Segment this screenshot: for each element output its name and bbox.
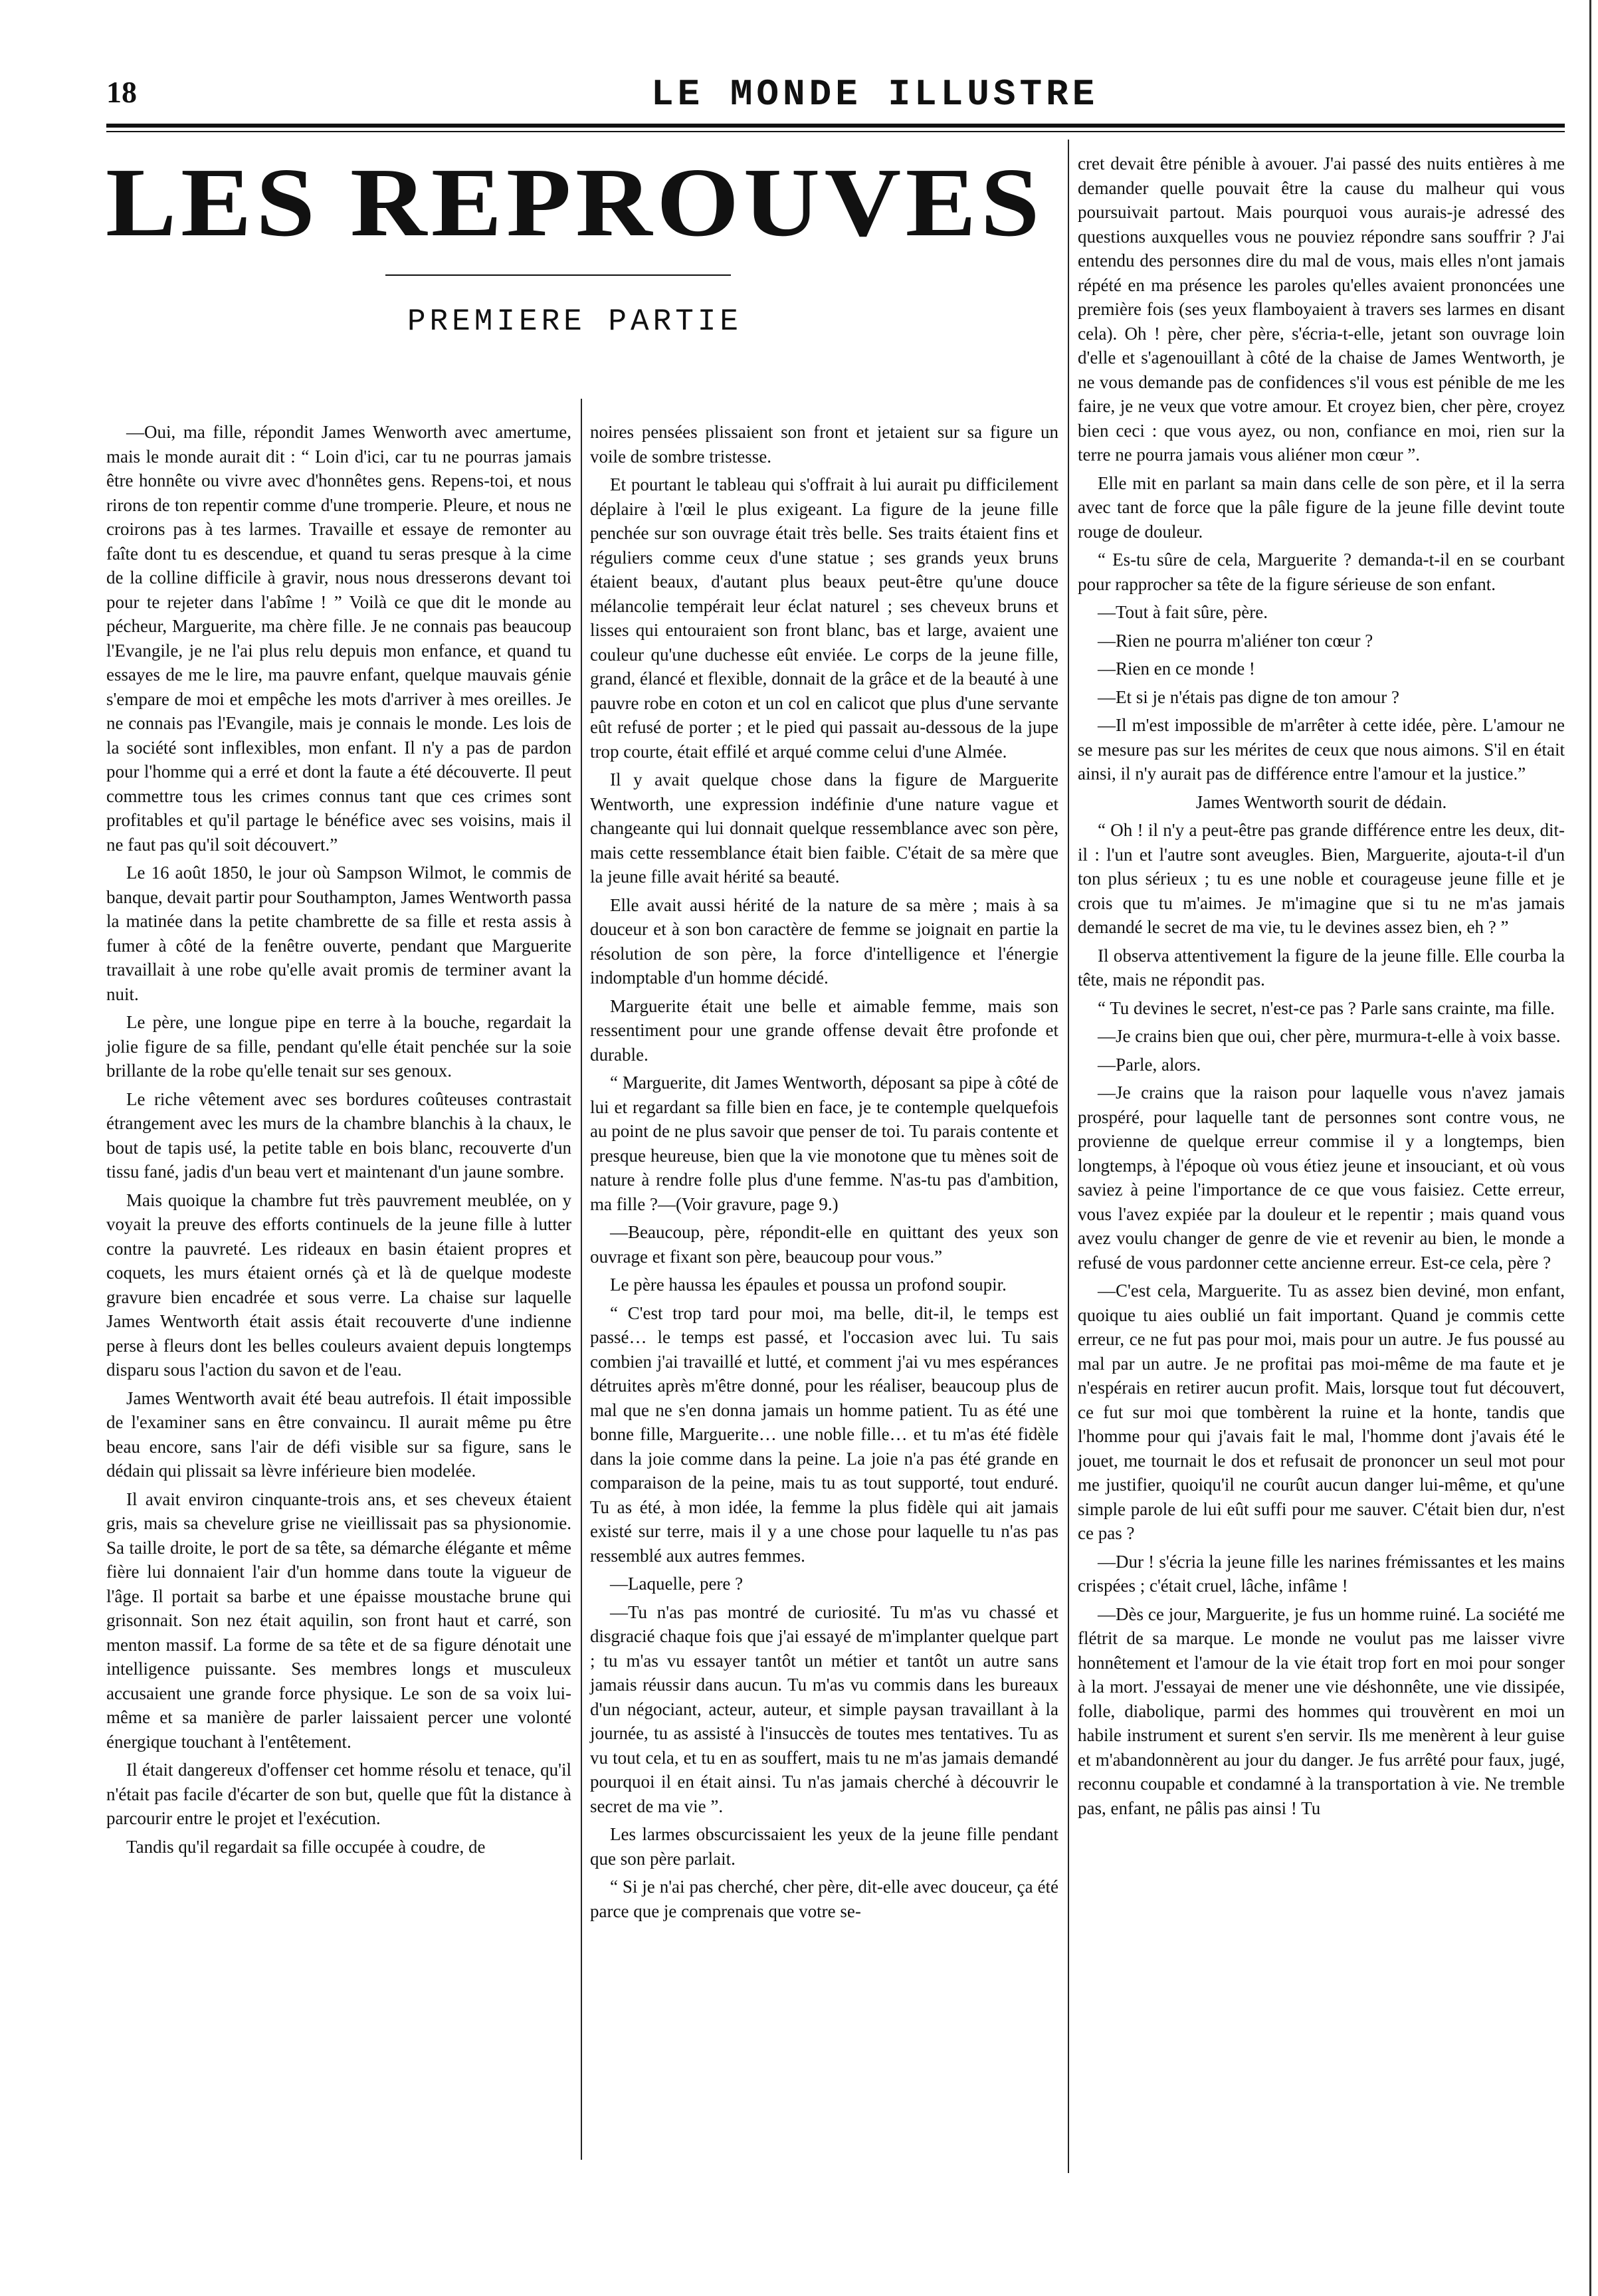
paragraph: Elle avait aussi hérité de la nature de sa mère ; mais à sa douceur et à son bon caractère de femme se joignait en partie la résolution de son père, la force d'intelligence et l'énergie indomptable d'un homme décidé. bbox=[590, 894, 1058, 988]
paragraph: Et pourtant le tableau qui s'offrait à lui aurait pu difficilement déplaire à l'œil le plus exigeant. La figure de la jeune fille penchée sur son ouvrage était très belle. Ses traits étaient fins et réguliers comme ceux d'une statue ; ses grands yeux bruns étaient beaux, d'autant plus beaux peut-être qu'une douce mélancolie tempérait leur éclat naturel ; ses cheveux bruns et lisses qui entouraient son front blanc, bas et large, avaient une couleur qu'une duchesse eût enviée. Le corps de la jeune fille, grand, élancé et flexible, donnait de la grâce et de la beauté à une pauvre robe en coton et un col en calicot que plus d'une servante eût refusé de porter ; et le pied qui passait au-dessous de la jupe trop courte, était effilé et arqué comme celui d'une Almée. bbox=[590, 474, 1058, 762]
paragraph: —Dur ! s'écria la jeune fille les narines frémissantes et les mains crispées ; c'était cruel, lâche, infâme ! bbox=[1078, 1551, 1565, 1596]
paragraph: —Il m'est impossible de m'arrêter à cette idée, père. L'amour ne se mesure pas sur les mérites de ceux que nous aimons. S'il en était ainsi, il n'y aurait pas de différence entre l'amour et la justice.” bbox=[1078, 715, 1565, 783]
paragraph: —Je crains que la raison pour laquelle vous n'avez jamais prospéré, pour laquelle tant de personnes sont contre vous, ne provienne de quelque erreur commise il y a longtemps, bien longtemps, à l'époque où vous étiez jeune et insouciant, et où vous saviez à peine l'importance de ce que vous faisiez. Cette erreur, vous l'avez expiée par la douleur et le repentir ; mais quand vous avez voulu changer de genre de vie et revenir au bien, le monde a refusé de vous pardonner cette ancienne erreur. Est-ce cela, père ? bbox=[1078, 1083, 1565, 1273]
header-rule-thin bbox=[106, 131, 1565, 132]
paragraph: Marguerite était une belle et aimable femme, mais son ressentiment pour une grande offense devait être profonde et durable. bbox=[590, 995, 1058, 1065]
paragraph: Il avait environ cinquante-trois ans, et ses cheveux étaient gris, mais sa chevelure grise ne vieillissait pas sa physionomie. Sa taille droite, le port de sa tête, sa démarche élégante et même fière lui donnaient l'air d'un homme dans toute la vigueur de l'âge. Il portait sa barbe et une épaisse moustache brune qui grisonnait. Son nez était aquilin, son front haut et carré, son menton massif. La forme de sa tête et de sa figure dénotait une intelligence puissante. Ses membres longs et musculeux accusaient une grande force physique. Le son de sa voix lui-même et sa manière de parler laissaient percer une volonté énergique touchant à l'entêtement. bbox=[106, 1489, 571, 1752]
paragraph: “ Es-tu sûre de cela, Marguerite ? demanda-t-il en se courbant pour rapprocher sa tête de la figure sérieuse de son enfant. bbox=[1078, 550, 1565, 594]
paragraph: “ Marguerite, dit James Wentworth, déposant sa pipe à côté de lui et regardant sa fille bien en face, je te contemple quelquefois au point de ne plus savoir que penser de toi. Tu parais contente et presque heureuse, bien que la vie monotone que tu mènes soit de nature à rendre folle plus d'une femme. N'as-tu pas d'ambition, ma fille ?—(Voir gravure, page 9.) bbox=[590, 1073, 1058, 1214]
paragraph: Il y avait quelque chose dans la figure de Marguerite Wentworth, une expression indéfinie d'une nature vague et changeante qui lui donnait quelque ressemblance avec son père, mais cette ressemblance était bien faible. C'était de sa mère que la jeune fille avait hérité sa beauté. bbox=[590, 770, 1058, 887]
paragraph: —Tu n'as pas montré de curiosité. Tu m'as vu chassé et disgracié chaque fois que j'ai essayé de m'implanter quelque part ; tu m'as vu essayer tantôt un métier et tantôt un autre sans jamais réussir dans aucun. Tu m'as vu commis dans les bureaux d'un négociant, acteur, auteur, et simple paysan travaillant à la journée, tu as assisté à l'insuccès de toutes mes tentatives. Tu as vu tout cela, et tu en as souffert, mais tu ne m'as jamais demandé pourquoi il en était ainsi. Tu n'as jamais cherché à découvrir le secret de ma vie ”. bbox=[590, 1602, 1058, 1816]
paragraph: —Rien en ce monde ! bbox=[1098, 659, 1255, 678]
text-column-2 bbox=[590, 420, 1058, 1927]
title-divider bbox=[385, 274, 731, 276]
paragraph: Le 16 août 1850, le jour où Sampson Wilmot, le commis de banque, devait partir pour Southampton, James Wentworth passa la matinée dans la petite chambrette de sa fille et resta assis à fumer à côté de la fenêtre ouverte, pendant que Marguerite travaillait à une robe qu'elle avait promis de terminer avant la nuit. bbox=[106, 863, 571, 1004]
paragraph: —Laquelle, pere ? bbox=[610, 1574, 744, 1594]
paragraph: —Je crains bien que oui, cher père, murmura-t-elle à voix basse. bbox=[1098, 1026, 1561, 1046]
paragraph: cret devait être pénible à avouer. J'ai passé des nuits entières à me demander quelle pouvait être la cause du malheur qui vous poursuivait partout. Mais pourquoi vous aurais-je adressé des questions auxquelles vous ne pouviez répondre sans souffrir ? J'ai entendu des personnes dire du mal de vous, mais elles n'ont jamais répété en ma présence les paroles qu'elles avaient prononcées une première fois (ses yeux flamboyaient à travers ses larmes en disant cela). Oh ! père, cher père, s'écria-t-elle, jetant son ouvrage loin d'elle et s'agenouillant à côté de la chaise de James Wentworth, je ne vous demande pas de confidences s'il vous est pénible de me les faire, je ne veux que votre amour. Et croyez bien, cher père, croyez bien ceci : que vous ayez, ou non, confiance en moi, rien sur la terre ne pourra jamais vous aliéner mon cœur ”. bbox=[1078, 154, 1565, 465]
page-header bbox=[106, 74, 1565, 121]
paragraph: “ C'est trop tard pour moi, ma belle, dit-il, le temps est passé… le temps est passé, et l'occasion avec lui. Tu sais combien j'ai travaillé et lutté, et comment j'ai vu mes espérances détruites après m'être donné, pour les réaliser, beaucoup plus de mal que ne s'en donna jamais un homme patient. Tu as été une bonne fille, Marguerite… une noble fille… et tu m'as été fidèle dans la joie comme dans la peine. La joie n'a pas été grande en comparaison de la peine, mais tu as tout supporté, tout enduré. Tu as été, à mon idée, la femme la plus fidèle qui ait jamais existé sur terre, mais il y a une chose pour laquelle tu n'as pas ressemblé aux autres femmes. bbox=[590, 1303, 1058, 1566]
paragraph: Le riche vêtement avec ses bordures coûteuses contrastait étrangement avec les murs de la chambre blanchis à la chaux, le bout de tapis usé, la petite table en bois blanc, recouverte d'un tissu fané, jadis d'un beau vert et maintenant d'un jaune sombre. bbox=[106, 1089, 571, 1182]
paragraph: —Rien ne pourra m'aliéner ton cœur ? bbox=[1098, 630, 1373, 651]
text-column-3 bbox=[1078, 152, 1565, 1824]
paragraph: Les larmes obscurcissaient les yeux de la jeune fille pendant que son père parlait. bbox=[590, 1824, 1058, 1869]
article-subtitle: PREMIERE PARTIE bbox=[407, 304, 743, 339]
header-rule-thick bbox=[106, 124, 1565, 128]
column-divider bbox=[1068, 140, 1069, 2173]
paragraph: James Wentworth avait été beau autrefois. Il était impossible de l'examiner sans en être convaincu. Il aurait même pu être beau encore, sans l'air de défi visible sur sa figure, sans le dédain qui plissait sa lèvre inférieure bien modelée. bbox=[106, 1388, 571, 1481]
paragraph: —Oui, ma fille, répondit James Wenworth avec amertume, mais le monde aurait dit : “ Loin d'ici, car tu ne pourras jamais être honnête ou vivre avec d'honnêtes gens. Repens-toi, et nous rirons de ton repentir comme d'une tromperie. Pleure, et nous ne croirons pas à tes larmes. Travaille et essaye de remonter au faîte dont tu es descendue, et quand tu seras presque à la cime de la colline difficile à gravir, nous nous dresserons devant toi pour te rejeter dans l'abîme ! ” Voilà ce que dit le monde au pécheur, Marguerite, ma chère fille. Je ne connais pas beaucoup l'Evangile, je ne l'ai plus relu depuis mon enfance, et quand tu essayes de me le lire, ma pauvre enfant, quelque mauvais génie s'empare de moi et empêche les mots d'arriver à mes oreilles. Je ne connais pas l'Evangile, mais je connais le monde. Les lois de la société sont inflexibles, mon enfant. Il n'y a pas de pardon pour l'homme qui a erré et dont la faute a été découverte. Il peut commettre tous les crimes connus tant que ces crimes sont profitables et qu'il partage le bénéfice avec ses voisins, mais il ne faut pas qu'il soit découvert.” bbox=[106, 422, 571, 855]
paragraph: Il était dangereux d'offenser cet homme résolu et tenace, qu'il n'était pas facile d'écarter de son but, quelle que fût la distance à parcourir entre le projet et l'exécution. bbox=[106, 1760, 571, 1828]
text-column-1 bbox=[106, 420, 571, 1863]
paragraph: —C'est cela, Marguerite. Tu as assez bien deviné, mon enfant, quoique tu aies oublié un fait important. Quand je commis cette erreur, ce ne fut pas pour moi, mais pour un autre. Je fus poussé au mal par un autre. Je ne profitai pas moi-même de ma faute et je n'espérais en retirer aucun profit. Mais, lorsque tout fut découvert, ce fut sur moi que tombèrent la ruine et la honte, tandis que l'homme pour qui j'avais fait le mal, l'homme dont j'avais été le jouet, me tournait le dos et refusait de prononcer un seul mot pour me justifier, quoiqu'il ne courût aucun danger lui-même, et qu'une simple parole de lui eût suffi pour me sauver. C'était bien dur, n'est ce pas ? bbox=[1078, 1281, 1565, 1543]
paragraph: Il observa attentivement la figure de la jeune fille. Elle courba la tête, mais ne répondit pas. bbox=[1078, 945, 1565, 990]
paragraph: —Parle, alors. bbox=[1098, 1054, 1201, 1075]
paragraph: James Wentworth sourit de dédain. bbox=[1195, 791, 1447, 812]
paragraph: “ Oh ! il n'y a peut-être pas grande différence entre les deux, dit-il : l'un et l'autre sont aveugles. Bien, Marguerite, ajouta-t-il d'un ton plus sérieux ; tu es une noble et courageuse jeune fille et je crois que tu m'aimes. Je m'imagine que si tu ne m'as jamais demandé le secret de ma vie, tu le devines assez bien, eh ? ” bbox=[1078, 820, 1565, 937]
paragraph: —Et si je n'étais pas digne de ton amour ? bbox=[1098, 686, 1400, 707]
paragraph: —Dès ce jour, Marguerite, je fus un homme ruiné. La société me flétrit de sa marque. Le monde ne voulut pas me laisser vivre honnêtement et l'amour de la vie était trop fort en moi pour songer à la mort. J'essayai de mener une vie déshonnête, une vie dissipée, folle, diabolique, parmi des hommes qui trouvèrent en moi un habile instrument et surent s'en servir. Ils me menèrent à leur guise et m'abandonnèrent au jour du danger. Je fus arrêté pour faux, jugé, reconnu coupable et condamné à la transportation à vie. Ne tremble pas, enfant, ne pâlis pas ainsi ! Tu bbox=[1078, 1604, 1565, 1818]
column-divider bbox=[581, 399, 582, 2160]
paragraph: Le père haussa les épaules et poussa un profond soupir. bbox=[610, 1275, 1007, 1295]
paragraph: Tandis qu'il regardait sa fille occupée à coudre, de bbox=[126, 1836, 486, 1857]
paragraph: noires pensées plissaient son front et jetaient sur sa figure un voile de sombre tristesse. bbox=[590, 422, 1058, 467]
paragraph: “ Si je n'ai pas cherché, cher père, dit-elle avec douceur, ça été parce que je comprenais que votre se- bbox=[590, 1877, 1058, 1921]
paragraph: Elle mit en parlant sa main dans celle de son père, et il la serra avec tant de force que la pâle figure de la jeune fille devint toute rouge de douleur. bbox=[1078, 472, 1565, 542]
paragraph: —Beaucoup, père, répondit-elle en quittant des yeux son ouvrage et fixant son père, beaucoup pour vous.” bbox=[590, 1222, 1058, 1267]
paragraph: “ Tu devines le secret, n'est-ce pas ? Parle sans crainte, ma fille. bbox=[1098, 997, 1555, 1018]
paragraph: —Tout à fait sûre, père. bbox=[1098, 602, 1268, 622]
page-edge bbox=[1589, 0, 1591, 2296]
paragraph: Le père, une longue pipe en terre à la bouche, regardait la jolie figure de sa fille, pendant qu'elle était penchée sur la soie brillante de la robe qu'elle tenait sur ses genoux. bbox=[106, 1012, 571, 1081]
paragraph: Mais quoique la chambre fut très pauvrement meublée, on y voyait la preuve des efforts continuels de la jeune fille à lutter contre la pauvreté. Les rideaux en basin étaient propres et coquets, les murs étaient ornés çà et là de quelque modeste gravure bien encadrée et sous verre. La chaise sur laquelle James Wentworth était assis était recouverte d'une indienne perse à fleurs dont les belles couleurs avaient depuis longtemps disparu sous l'action du savon et de l'eau. bbox=[106, 1190, 571, 1380]
masthead: LE MONDE ILLUSTRE bbox=[651, 73, 1099, 116]
page-number: 18 bbox=[106, 75, 137, 109]
article-title: LES REPROUVES bbox=[105, 148, 1045, 257]
